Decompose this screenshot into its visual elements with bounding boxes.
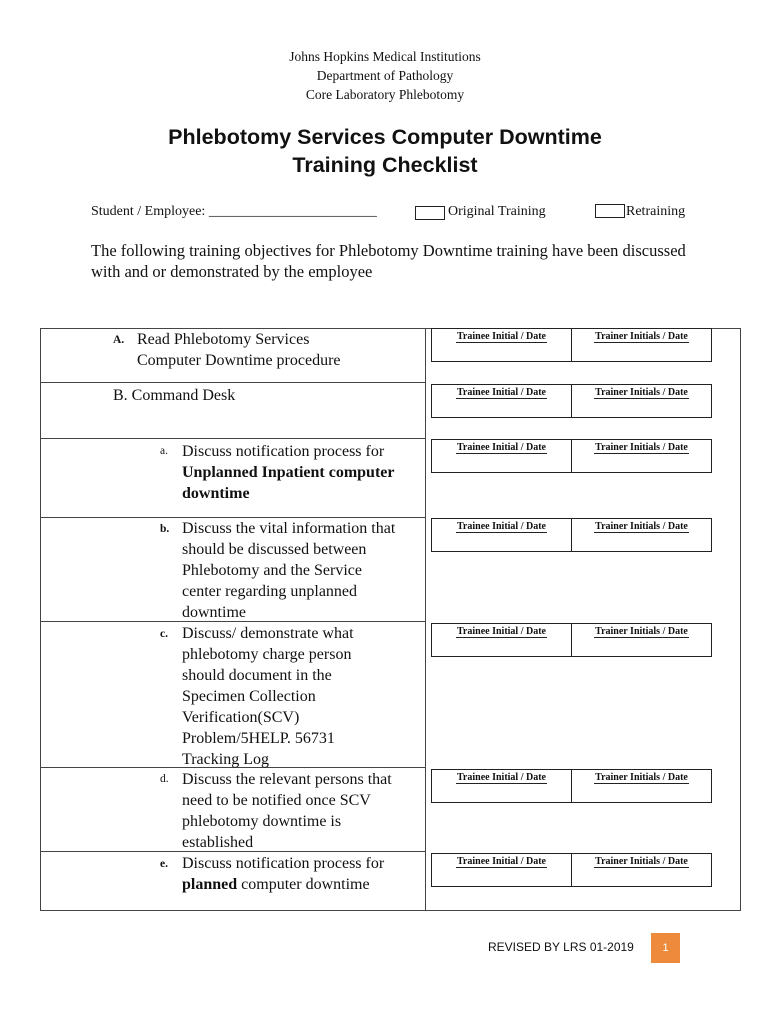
trainer-initials-label: Trainer Initials / Date (595, 521, 688, 532)
page-title-line2: Training Checklist (292, 153, 478, 177)
trainee-initial-label: Trainee Initial / Date (457, 856, 546, 867)
signoff-box[interactable] (431, 439, 712, 473)
trainer-initials-label: Trainer Initials / Date (595, 442, 688, 453)
item-label: b. (160, 523, 170, 535)
original-training-label: Original Training (448, 204, 546, 219)
page-title-line1: Phlebotomy Services Computer Downtime (168, 125, 602, 149)
student-employee-field[interactable]: Student / Employee: ________________________ (91, 204, 377, 219)
department-name: Department of Pathology (316, 68, 454, 83)
trainer-initials-label: Trainer Initials / Date (595, 331, 688, 342)
trainee-initial-label: Trainee Initial / Date (457, 387, 546, 398)
trainee-initial-label: Trainee Initial / Date (457, 331, 546, 342)
item-a-text: Read Phlebotomy Services Computer Downtime procedure (137, 331, 341, 369)
unit-name: Core Laboratory Phlebotomy (305, 87, 465, 102)
retraining-checkbox[interactable] (595, 204, 625, 218)
item-b-sub-text: Discuss the vital information that should be discussed between Phlebotomy and the Service center regarding unplanned downtime (182, 520, 396, 621)
institution-name: Johns Hopkins Medical Institutions (289, 49, 481, 64)
original-training-checkbox[interactable] (415, 206, 445, 220)
page-number: 1 (651, 933, 680, 963)
row-divider (40, 382, 425, 383)
item-e-sub-text: Discuss notification process for planned computer downtime (182, 855, 385, 893)
trainer-initials-label: Trainer Initials / Date (595, 387, 688, 398)
trainee-initial-label: Trainee Initial / Date (457, 772, 546, 783)
signoff-box[interactable] (431, 328, 712, 362)
item-d-sub-text: Discuss the relevant persons that need to be notified once SCV phlebotomy downtime is established (182, 771, 392, 851)
item-label: a. (160, 445, 168, 457)
trainee-initial-label: Trainee Initial / Date (457, 626, 546, 637)
item-label: e. (160, 858, 168, 870)
trainer-initials-label: Trainer Initials / Date (595, 626, 688, 637)
item-c-sub-text: Discuss/ demonstrate what phlebotomy charge person should document in the Specimen Collection Verification(SCV) Problem/5HELP. 56731 Tracking Log (182, 625, 354, 768)
item-label: c. (160, 628, 168, 640)
signoff-box[interactable] (431, 853, 712, 887)
item-b-command-desk: B. Command Desk (113, 387, 236, 404)
retraining-label: Retraining (626, 204, 686, 219)
trainer-initials-label: Trainer Initials / Date (595, 772, 688, 783)
trainee-initial-label: Trainee Initial / Date (457, 521, 546, 532)
item-label: A. (113, 334, 125, 346)
signoff-box[interactable] (431, 769, 712, 803)
table-column-divider (425, 328, 426, 911)
signoff-box[interactable] (431, 384, 712, 418)
revision-note: REVISED BY LRS 01-2019 (488, 940, 634, 954)
trainee-initial-label: Trainee Initial / Date (457, 442, 546, 453)
item-label: d. (160, 773, 169, 785)
intro-paragraph: The following training objectives for Phlebotomy Downtime training have been discussed with and or demonstrated by the employee (91, 241, 686, 281)
signoff-box[interactable] (431, 623, 712, 657)
row-divider (40, 438, 425, 439)
item-a-sub-text: Discuss notification process for Unplanned Inpatient computer downtime (182, 443, 395, 502)
signoff-box[interactable] (431, 518, 712, 552)
trainer-initials-label: Trainer Initials / Date (595, 856, 688, 867)
